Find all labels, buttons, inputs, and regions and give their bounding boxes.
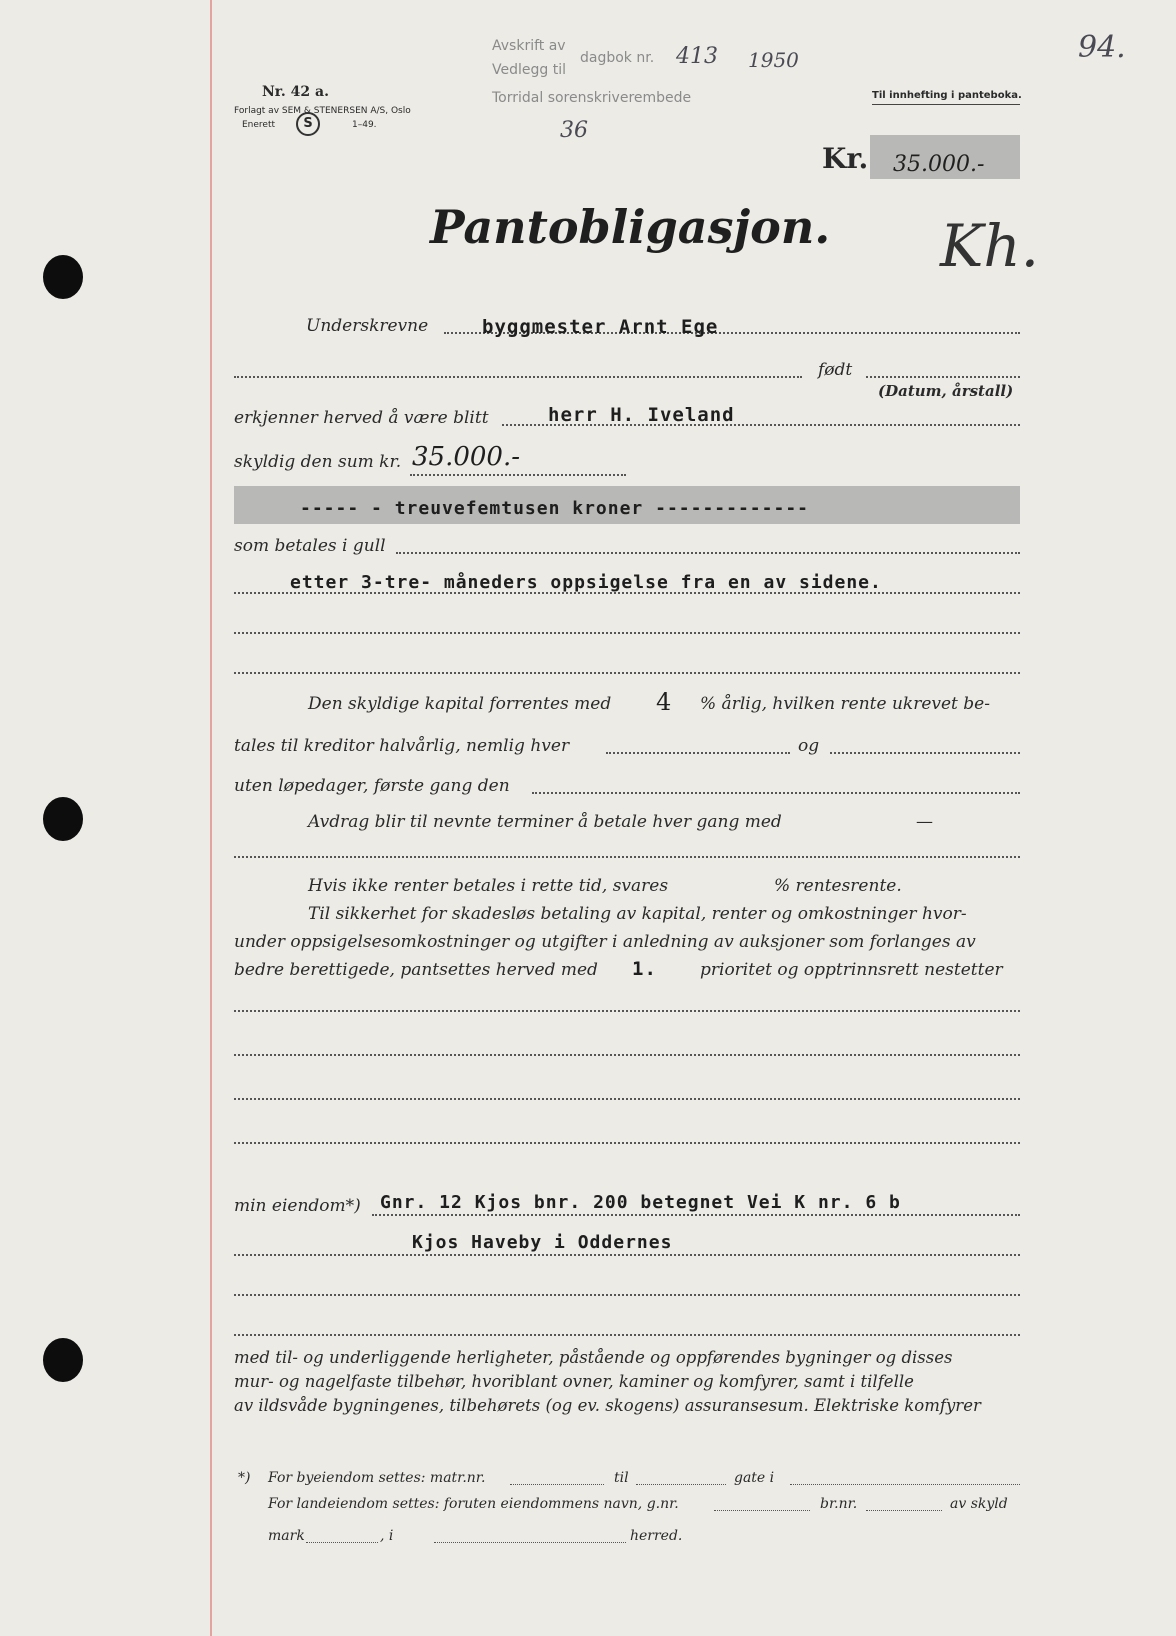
dagbok-label: dagbok nr. — [580, 50, 655, 66]
page-number: 94. — [1078, 30, 1126, 65]
publisher-eneret: Enerett — [242, 120, 276, 130]
eiendom-value-2: Kjos Haveby i Oddernes — [412, 1232, 673, 1253]
note-underline — [872, 104, 1020, 105]
dotted-line — [234, 1010, 1020, 1012]
undersk-label: Underskrevne — [306, 316, 429, 336]
kapital-text-b: % årlig, hvilken rente ukrevet be- — [700, 694, 990, 714]
stamp-line-2: Vedlegg til — [492, 62, 566, 78]
dotted-line — [790, 1484, 1020, 1485]
dotted-line — [234, 1142, 1020, 1144]
dotted-line — [434, 1542, 626, 1543]
footnote-landeiendom: For landeiendom settes: foruten eiendommens navn, g.nr. — [268, 1496, 679, 1512]
dotted-line — [636, 1484, 726, 1485]
kapital-text-a: Den skyldige kapital forrentes med — [308, 694, 612, 714]
avdrag-value: — — [916, 812, 933, 832]
dotted-line — [234, 1334, 1020, 1336]
publisher-logo-icon: S — [296, 112, 320, 136]
footnote-mark: mark — [268, 1528, 305, 1544]
punch-hole — [43, 1338, 83, 1382]
sikkerhet-line-2: under oppsigelsesomkostninger og utgifter i anledning av auksjoner som forlanges av — [234, 932, 976, 952]
footnote-i: , i — [380, 1528, 394, 1544]
undersk-value: byggmester Arnt Ege — [482, 316, 719, 338]
publisher: Forlagt av SEM & STENERSEN A/S, Oslo — [234, 106, 411, 116]
sikkerhet-line-3a: bedre berettigede, pantsettes herved med — [234, 960, 598, 980]
og-label: og — [798, 736, 820, 756]
erkjenner-label: erkjenner herved å være blitt — [234, 408, 489, 428]
footnote-av-skyld: av skyld — [950, 1496, 1008, 1512]
initials-signature: Kh. — [940, 212, 1040, 280]
hvis-text-b: % rentesrente. — [774, 876, 902, 896]
dotted-line — [830, 752, 1020, 754]
stamp-line-1: Avskrift av — [492, 38, 566, 54]
eiendom-value-1: Gnr. 12 Kjos bnr. 200 betegnet Vei K nr. 6 b — [380, 1192, 901, 1213]
dagbok-number: 413 — [676, 44, 718, 69]
dotted-line — [866, 1510, 942, 1511]
avdrag-label: Avdrag blir til nevnte terminer å betale hver gang med — [308, 812, 782, 832]
sikkerhet-line-1: Til sikkerhet for skadesløs betaling av kapital, renter og omkostninger hvor- — [308, 904, 967, 924]
dotted-line — [234, 856, 1020, 858]
dotted-line — [532, 792, 1020, 794]
hvis-text-a: Hvis ikke renter betales i rette tid, svares — [308, 876, 669, 896]
year: 1950 — [748, 48, 799, 72]
punch-hole — [43, 255, 83, 299]
datum-label: (Datum, årstall) — [878, 382, 1014, 400]
top-right-note: Til innhefting i panteboka. — [872, 90, 1022, 101]
sikkerhet-value: 1. — [632, 958, 657, 980]
med-line-1: med til- og underliggende herligheter, påstående og oppførendes bygninger og disses — [234, 1348, 953, 1367]
dotted-line — [372, 1214, 1020, 1216]
dotted-line — [396, 552, 1020, 554]
stamp-line-3: Torridal sorenskriverembede — [492, 90, 692, 106]
dotted-line — [234, 672, 1020, 674]
med-line-2: mur- og nagelfaste tilbehør, hvoriblant ovner, kaminer og komfyrer, samt i tilfelle — [234, 1372, 914, 1391]
punch-hole — [43, 797, 83, 841]
dotted-line — [510, 1484, 604, 1485]
form-number: Nr. 42 a. — [262, 84, 329, 100]
erkjenner-value: herr H. Iveland — [548, 404, 735, 426]
eiendom-label: min eiendom*) — [234, 1196, 361, 1216]
uten-label: uten løpedager, første gang den — [234, 776, 510, 796]
dotted-line — [410, 474, 626, 476]
margin-line — [210, 0, 212, 1636]
footnote-herred: herred. — [630, 1528, 683, 1544]
publisher-date: 1–49. — [352, 120, 377, 130]
page-title: Pantobligasjon. — [430, 200, 831, 254]
footnote-byeiendom: For byeiendom settes: matr.nr. — [268, 1470, 486, 1486]
fodt-label: født — [818, 360, 853, 380]
gull-value: etter 3-tre- måneders oppsigelse fra en av sidene. — [290, 572, 882, 593]
skyldig-value: 35.000.- — [412, 442, 521, 472]
footnote-til: til — [614, 1470, 629, 1486]
dotted-line — [714, 1510, 810, 1511]
dotted-line — [234, 376, 802, 378]
kr-label: Kr. — [822, 142, 869, 175]
kr-amount: 35.000.- — [893, 152, 985, 177]
footnote-gate: gate i — [734, 1470, 775, 1486]
sikkerhet-line-3b: prioritet og opptrinnsrett nestetter — [700, 960, 1003, 980]
dotted-line — [606, 752, 790, 754]
dotted-line — [234, 1294, 1020, 1296]
dotted-line — [234, 592, 1020, 594]
dotted-line — [234, 1098, 1020, 1100]
dotted-line — [234, 632, 1020, 634]
handwritten-code: 36 — [560, 118, 588, 143]
sum-words: ----- - treuvefemtusen kroner ------------- — [300, 498, 809, 519]
dotted-line — [866, 376, 1020, 378]
tales-label: tales til kreditor halvårlig, nemlig hver — [234, 736, 570, 756]
gull-label: som betales i gull — [234, 536, 386, 556]
footnote-brnr: br.nr. — [820, 1496, 858, 1512]
dotted-line — [306, 1542, 378, 1543]
skyldig-label: skyldig den sum kr. — [234, 452, 402, 472]
dotted-line — [234, 1254, 1020, 1256]
kapital-rate: 4 — [656, 688, 672, 716]
med-line-3: av ildsvåde bygningenes, tilbehørets (og ev. skogens) assuransesum. Elektriske komfyrer — [234, 1396, 981, 1415]
dotted-line — [234, 1054, 1020, 1056]
footnote-star: *) — [238, 1470, 251, 1486]
